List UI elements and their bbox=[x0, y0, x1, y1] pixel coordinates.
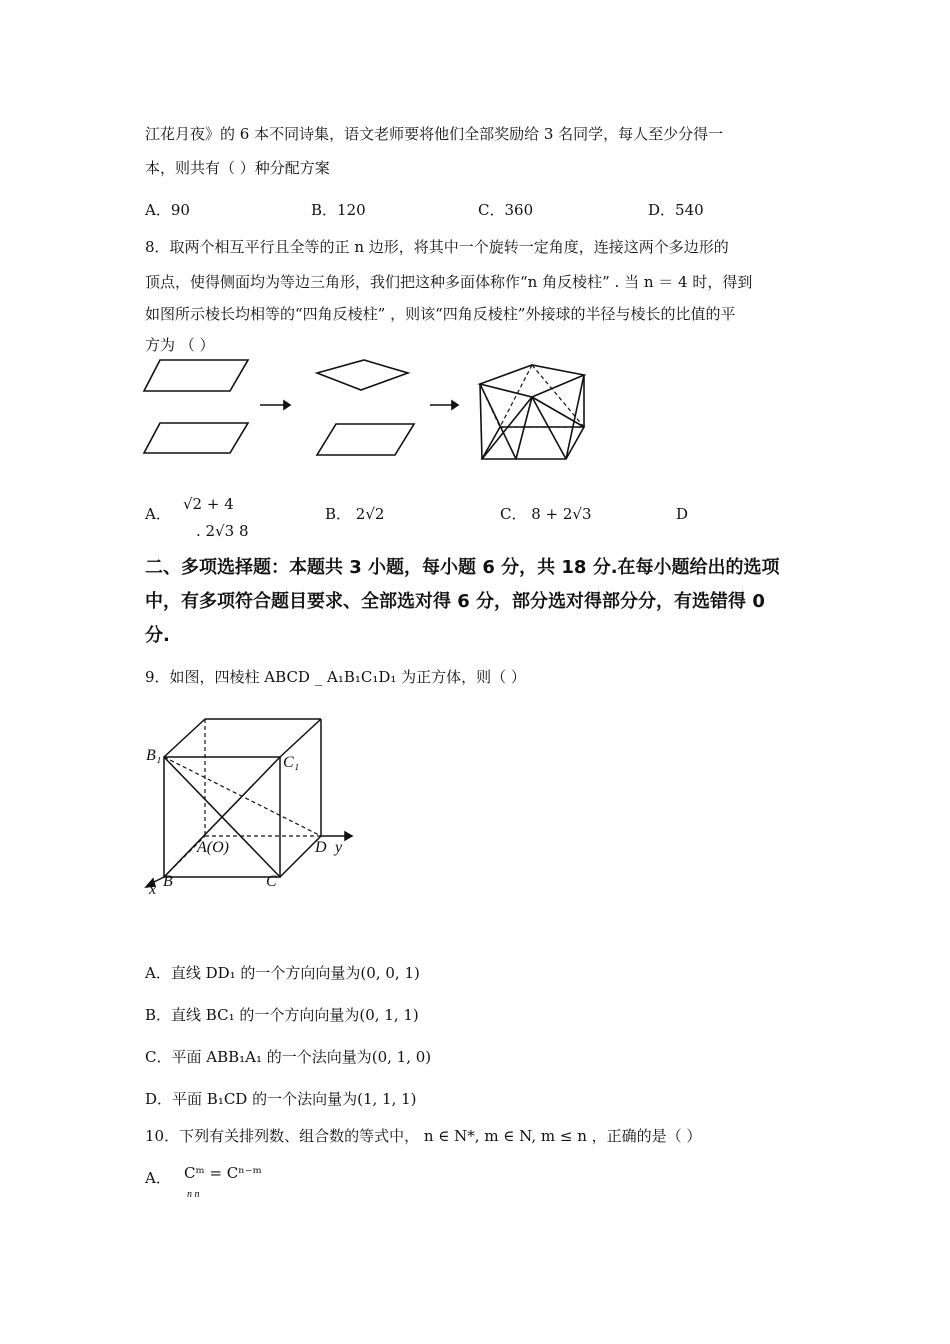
left-bottom-square bbox=[144, 423, 248, 453]
section2-line1: 二、多项选择题：本题共 3 小题，每小题 6 分，共 18 分.在每小题给出的选项 bbox=[145, 557, 780, 578]
q7-option-a: A．90 bbox=[145, 201, 190, 219]
q8-line2: 顶点，使得侧面均为等边三角形，我们把这种多面体称作“n 角反棱柱” . 当 n ＝ 4 时，得到 bbox=[145, 273, 753, 291]
q8-line1: 8．取两个相互平行且全等的正 n 边形，将其中一个旋转一定角度，连接这两个多边形的 bbox=[145, 238, 729, 256]
q9-option-d: D．平面 B₁CD 的一个法向量为(1, 1, 1) bbox=[145, 1090, 417, 1108]
q7-option-b: B．120 bbox=[311, 201, 366, 219]
mid-bottom-square bbox=[317, 424, 414, 455]
label-d: D bbox=[315, 839, 327, 856]
section2-line3: 分. bbox=[145, 625, 170, 646]
q8-option-c: C． 8 + 2√3 bbox=[500, 505, 592, 523]
q9-stem: 9．如图，四棱柱 ABCD _ A₁B₁C₁D₁ 为正方体，则（ ） bbox=[145, 668, 526, 686]
q7-line2: 本，则共有（ ）种分配方案 bbox=[145, 159, 330, 177]
antiprism-figure bbox=[140, 355, 610, 470]
q10-option-a-formula: Cᵐ = Cⁿ⁻ᵐ bbox=[184, 1164, 262, 1182]
antiprism-top bbox=[480, 365, 584, 397]
q10-option-a-label: A． bbox=[145, 1169, 171, 1187]
label-a-origin: A(O) bbox=[197, 839, 229, 856]
q7-option-d: D．540 bbox=[648, 201, 704, 219]
label-b1: B₁ bbox=[146, 747, 162, 764]
q7-option-c: C．360 bbox=[478, 201, 534, 219]
left-top-square bbox=[144, 360, 248, 391]
q9-option-a: A．直线 DD₁ 的一个方向向量为(0, 0, 1) bbox=[145, 964, 420, 982]
cube-figure bbox=[140, 712, 370, 902]
q8-option-a-bottom: . 2√3 8 bbox=[196, 522, 249, 540]
mid-top-square bbox=[317, 360, 408, 390]
q8-line4: 方为 （ ） bbox=[145, 336, 215, 354]
q7-line1: 江花月夜》的 6 本不同诗集，语文老师要将他们全部奖励给 3 名同学，每人至少分得一 bbox=[145, 125, 724, 143]
label-c1: C₁ bbox=[283, 754, 300, 771]
q8-option-b: B． 2√2 bbox=[325, 505, 385, 523]
label-y-axis: y bbox=[335, 839, 343, 856]
q8-line3: 如图所示棱长均相等的“四角反棱柱” ，则该“四角反棱柱”外接球的半径与棱长的比值的平 bbox=[145, 305, 736, 323]
label-c: C bbox=[266, 873, 277, 890]
q10-stem: 10．下列有关排列数、组合数的等式中， n ∈ N*, m ∈ N, m ≤ n ，正确的是（ ） bbox=[145, 1127, 702, 1145]
q8-option-d: D bbox=[676, 505, 689, 523]
q8-option-a-top: √2 + 4 bbox=[183, 495, 234, 513]
q9-option-c: C．平面 ABB₁A₁ 的一个法向量为(0, 1, 0) bbox=[145, 1048, 432, 1066]
q9-option-b: B．直线 BC₁ 的一个方向向量为(0, 1, 1) bbox=[145, 1006, 419, 1024]
q10-option-a-subscripts: n n bbox=[187, 1189, 200, 1200]
label-b: B bbox=[163, 873, 173, 890]
section2-line2: 中，有多项符合题目要求、全部选对得 6 分，部分选对得部分分，有选错得 0 bbox=[145, 591, 765, 612]
q8-option-a-label: A． bbox=[145, 505, 171, 523]
label-x-axis: x bbox=[149, 881, 157, 898]
